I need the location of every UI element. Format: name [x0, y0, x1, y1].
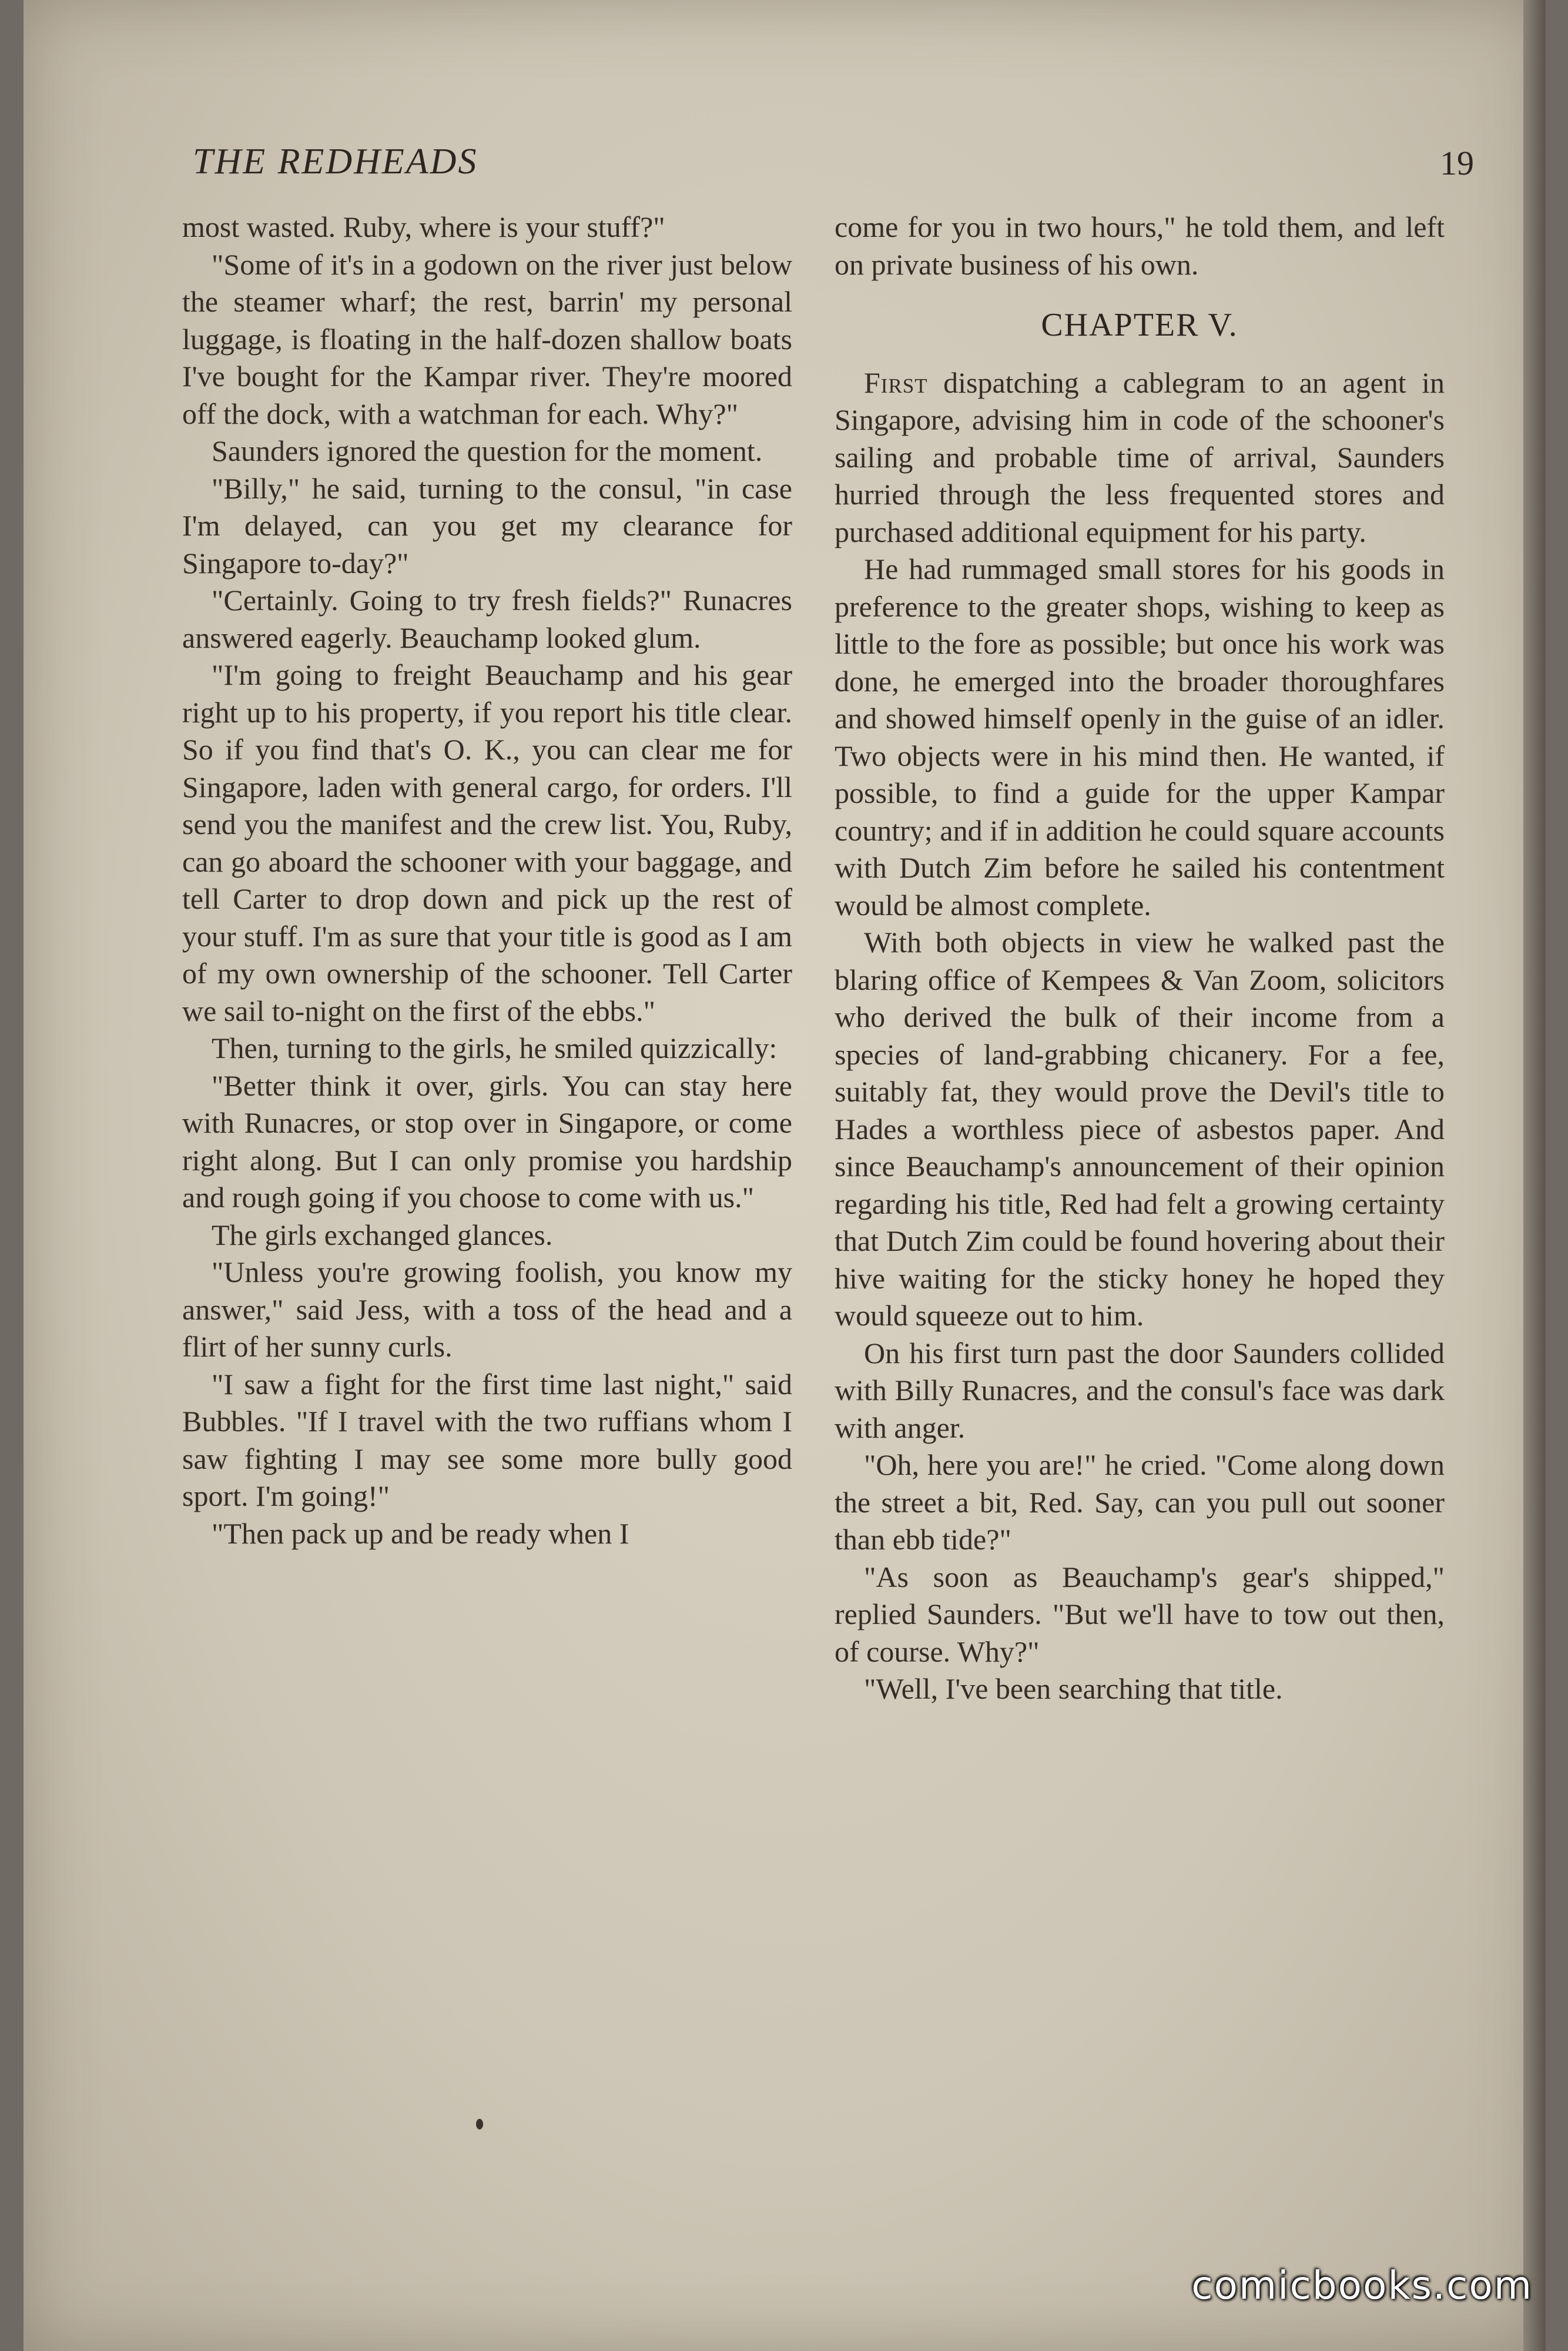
chapter-heading: CHAPTER V.	[1041, 307, 1238, 343]
running-header	[193, 141, 1474, 194]
paragraph: "Oh, here you are!" he cried. "Come along down the street a bit, Red. Say, can you pull out sooner than ebb tide?"	[835, 1448, 1445, 1556]
book-page	[24, 0, 1546, 2351]
page-number: 19	[1440, 144, 1474, 182]
watermark: comicbooks.com	[1191, 2263, 1533, 2308]
paragraph: With both objects in view he walked past the blaring office of Kempees & Van Zoom, solicitors who derived the bulk of their income from a species of land-grabbing chicanery. For a fee, suitably fat, they would prove the Devil's title to Hades a worthless piece of asbestos paper. And since Beauchamp's announcement of their opinion regarding his title, Red had felt a growing certainty that Dutch Zim could be found hovering about their hive waiting for the sticky honey he hoped they would squeeze out to him.	[835, 926, 1445, 1332]
left-column	[182, 209, 792, 1552]
paragraph: He had rummaged small stores for his goods in preference to the greater shops, wishing to keep as little to the fore as possible; but once his work was done, he emerged into the broader thoroughfares and showed himself openly in the guise of an idler. Two objects were in his mind then. He wanted, if possible, to find a guide for the upper Kampar country; and if in addition he could square accounts with Dutch Zim before he sailed his contentment would be almost complete.	[835, 552, 1445, 922]
running-title: THE REDHEADS	[193, 142, 478, 182]
paragraph: come for you in two hours," he told them, and left on private business of his own.	[835, 210, 1445, 281]
paragraph: "As soon as Beauchamp's gear's shipped," replied Saunders. "But we'll have to tow out then, of course. Why?"	[835, 1560, 1445, 1668]
ink-smudge	[476, 2119, 483, 2129]
paragraph: most wasted. Ruby, where is your stuff?"	[182, 210, 665, 243]
opening-word: First	[864, 366, 928, 399]
paragraph: "Well, I've been searching that title.	[864, 1672, 1283, 1705]
paragraph: "Billy," he said, turning to the consul, "in case I'm delayed, can you get my clearance for Singapore to-day?"	[182, 471, 792, 580]
paragraph: "Some of it's in a godown on the river just below the steamer wharf; the rest, barrin' my personal luggage, is floating in the half-dozen shallow boats I've bought for the Kampar river. They're moored off the dock, with a watchman for each. Why?"	[182, 247, 792, 430]
paragraph: "I'm going to freight Beauchamp and his gear right up to his property, if you report his title clear. So if you find that's O. K., you can clear me for Singapore, laden with general cargo, for orders. I'll send you the manifest and the crew list. You, Ruby, can go aboard the schooner with your baggage, and tell Carter to drop down and pick up the rest of your stuff. I'm as sure that your title is good as I am of my own ownership of the schooner. Tell Carter we sail to-night on the first of the ebbs."	[182, 658, 792, 1027]
paragraph: "Better think it over, girls. You can stay here with Runacres, or stop over in Singapore, or come right along. But I can only promise you hardship and rough going if you choose to come with us."	[182, 1069, 792, 1214]
paragraph: On his first turn past the door Saunders collided with Billy Runacres, and the consul's face was dark with anger.	[835, 1336, 1445, 1444]
right-column	[835, 209, 1445, 1708]
paragraph: "Then pack up and be ready when I	[212, 1516, 629, 1550]
paragraph: The girls exchanged glances.	[212, 1218, 553, 1251]
paragraph: Saunders ignored the question for the moment.	[212, 434, 763, 467]
paragraph: "Certainly. Going to try fresh fields?" Runacres answered eagerly. Beauchamp looked glum.	[182, 584, 792, 654]
paragraph: Then, turning to the girls, he smiled quizzically:	[212, 1032, 778, 1064]
paragraph: "I saw a fight for the first time last night," said Bubbles. "If I travel with the two ruffians whom I saw fighting I may see some more bully good sport. I'm going!"	[182, 1367, 792, 1512]
opening-text: dispatching a cablegram to an agent in Singapore, advising him in code of the schooner's sailing and probable time of arrival, Saunders hurried through the less frequented stores and purchased additional equipment for his party.	[835, 366, 1445, 548]
page-edge	[1523, 0, 1546, 2351]
chapter-opening-paragraph	[835, 364, 1445, 551]
paragraph: "Unless you're growing foolish, you know my answer," said Jess, with a toss of the head and a flirt of her sunny curls.	[182, 1255, 792, 1363]
